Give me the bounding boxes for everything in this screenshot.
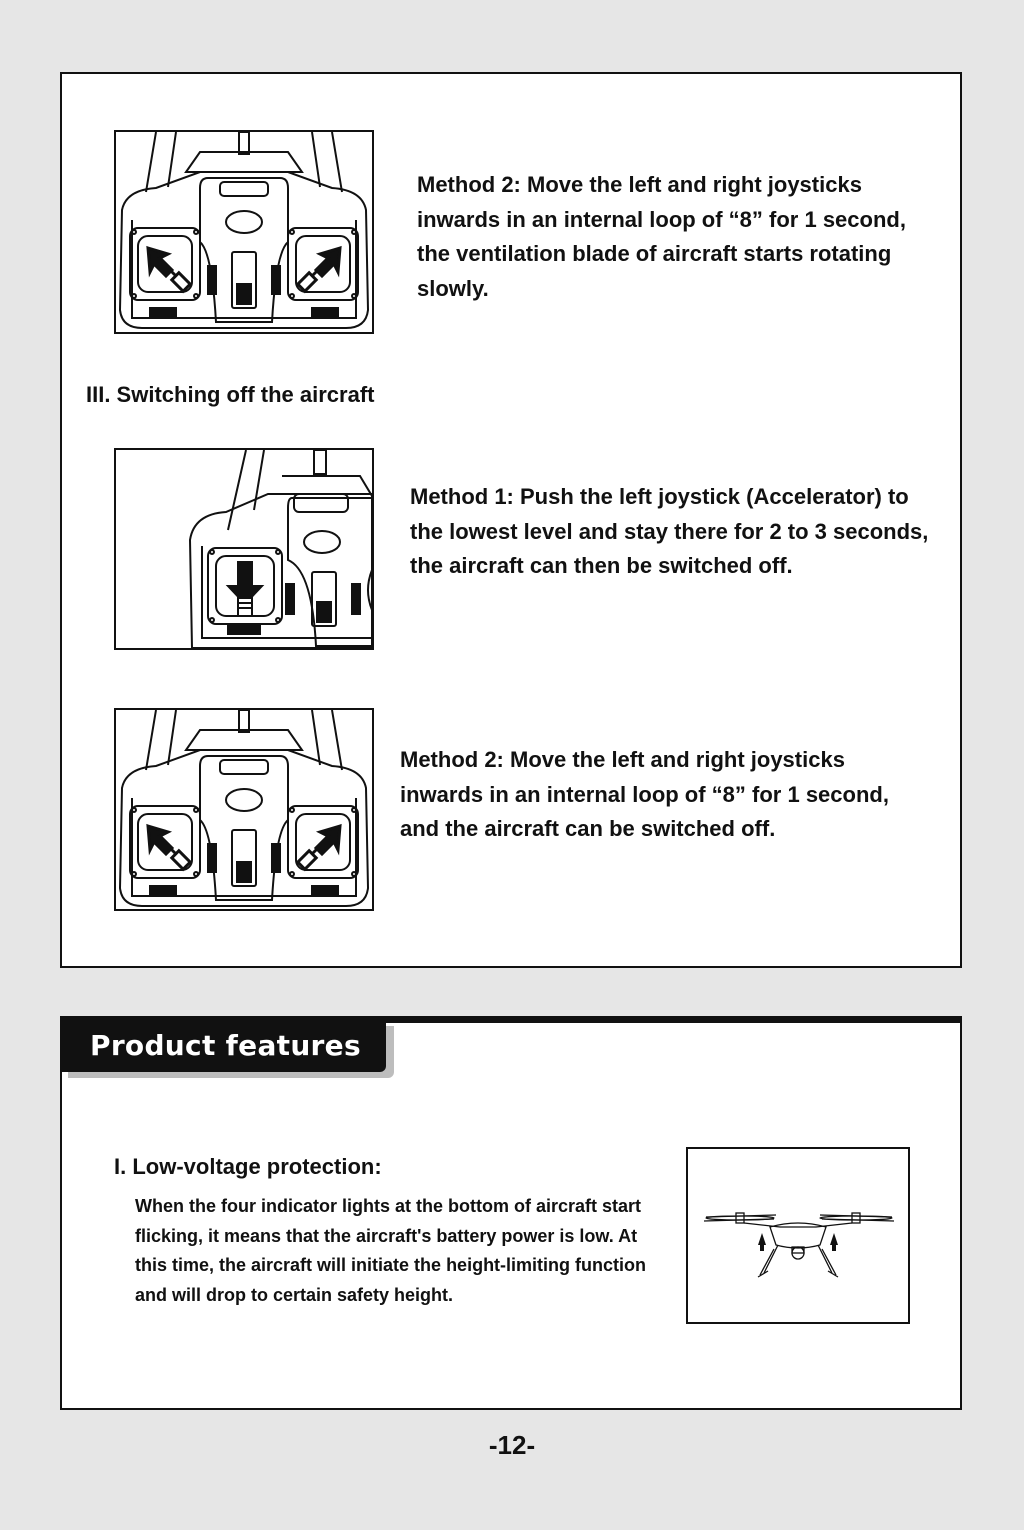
remote-controller-icon [116,710,372,909]
remote-controller-icon [116,450,372,648]
product-features-tab-label: Product features [90,1029,361,1062]
low-voltage-title: I. Low-voltage protection: [114,1154,382,1179]
switching-off-heading: III. Switching off the aircraft [86,382,375,407]
controller-inward-sticks-figure [114,130,374,334]
remote-controller-icon [116,132,372,332]
controller-inward-sticks-figure-2 [114,708,374,911]
quadcopter-icon [688,1149,908,1322]
low-voltage-description: When the four indicator lights at the bottom of aircraft start flicking, it means that the aircraft's battery power is low. At this time, the aircraft will initiate the height-limiting function and will drop to certain safety height. [135,1196,647,1305]
drone-figure [686,1147,910,1324]
switch-on-method-2-text: Method 2: Move the left and right joysticks inwards in an internal loop of “8” for 1 second, the ventilation blade of aircraft starts rotating slowly. [417,172,906,301]
switch-off-method-2-text: Method 2: Move the left and right joysticks inwards in an internal loop of “8” for 1 second, and the aircraft can be switched off. [400,747,889,841]
product-features-tab [60,1020,386,1072]
page-number: -12- [488,1430,536,1460]
controller-left-stick-down-figure [114,448,374,650]
switch-off-method-1-text: Method 1: Push the left joystick (Accelerator) to the lowest level and stay there for 2 to 3 seconds, the aircraft can then be switched off. [410,484,929,578]
